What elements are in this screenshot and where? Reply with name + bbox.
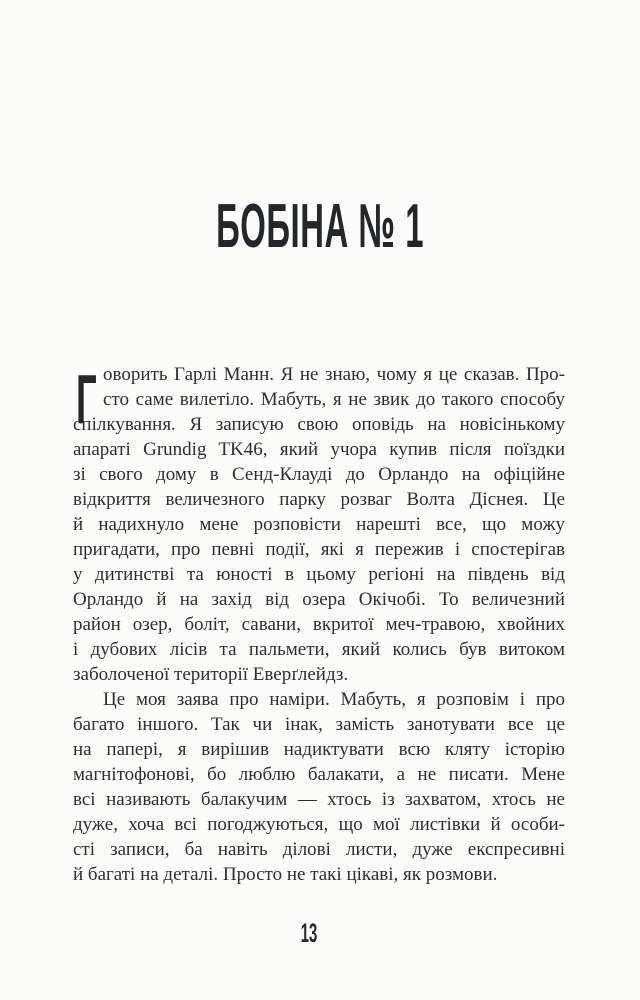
paragraph <box>73 687 565 887</box>
text-line: у дитинстві та юності в цьому регіоні на південь від <box>73 564 565 585</box>
text-line: багато іншого. Так чи інак, замість занотувати все це <box>73 714 565 735</box>
text-line: й надихнуло мене розповісти нарешті все, що можу <box>73 514 565 535</box>
text-line: сто саме вилетіло. Мабуть, я не звик до такого способу <box>103 389 565 410</box>
text-line: спілкування. Я записую свою оповідь на новісінькому <box>73 414 565 435</box>
text-line: дуже, хоча всі погоджуються, що мої листівки й особи- <box>73 814 565 835</box>
text-line: і дубових лісів та пальмети, який колись був витоком <box>73 639 565 660</box>
text-line: оворить Гарлі Манн. Я не знаю, чому я це сказав. Про- <box>103 364 565 385</box>
text-line: пригадати, про певні події, які я пережив і спостерігав <box>73 539 565 560</box>
body-text <box>73 362 565 887</box>
text-line: відкриття величезного парку розваг Волта Діснея. Це <box>73 489 565 510</box>
paragraph <box>73 362 565 687</box>
text-line: сті записи, ба навіть ділові листи, дуже експресивні <box>73 839 565 860</box>
text-line: зі свого дому в Сенд-Клауді до Орландо на офіційне <box>73 464 565 485</box>
text-line: район озер, боліт, савани, вкритої меч-травою, хвойних <box>73 614 565 635</box>
drop-cap: Г <box>76 360 97 438</box>
text-line: заболоченої території Еверґлейдз. <box>73 664 349 685</box>
text-line: магнітофонові, бо люблю балакати, а не писати. Мене <box>73 764 565 785</box>
page-number <box>0 920 618 947</box>
chapter-title <box>0 192 640 261</box>
text-line: й багаті на деталі. Просто не такі цікаві, як розмови. <box>73 864 498 885</box>
chapter-title-text: БОБІНА № 1 <box>216 192 424 261</box>
text-line: всі називають балакучим — хтось із захватом, хтось не <box>73 789 565 810</box>
text-line: Орландо й на захід від озера Окічобі. То величезний <box>73 589 565 610</box>
text-line: на папері, я вирішив надиктувати всю кляту історію <box>73 739 565 760</box>
page-number-text: 13 <box>300 918 318 948</box>
text-line: апараті Grundig TK46, який учора купив після поїздки <box>73 439 565 460</box>
text-line: Це моя заява про наміри. Мабуть, я розповім і про <box>103 689 565 710</box>
